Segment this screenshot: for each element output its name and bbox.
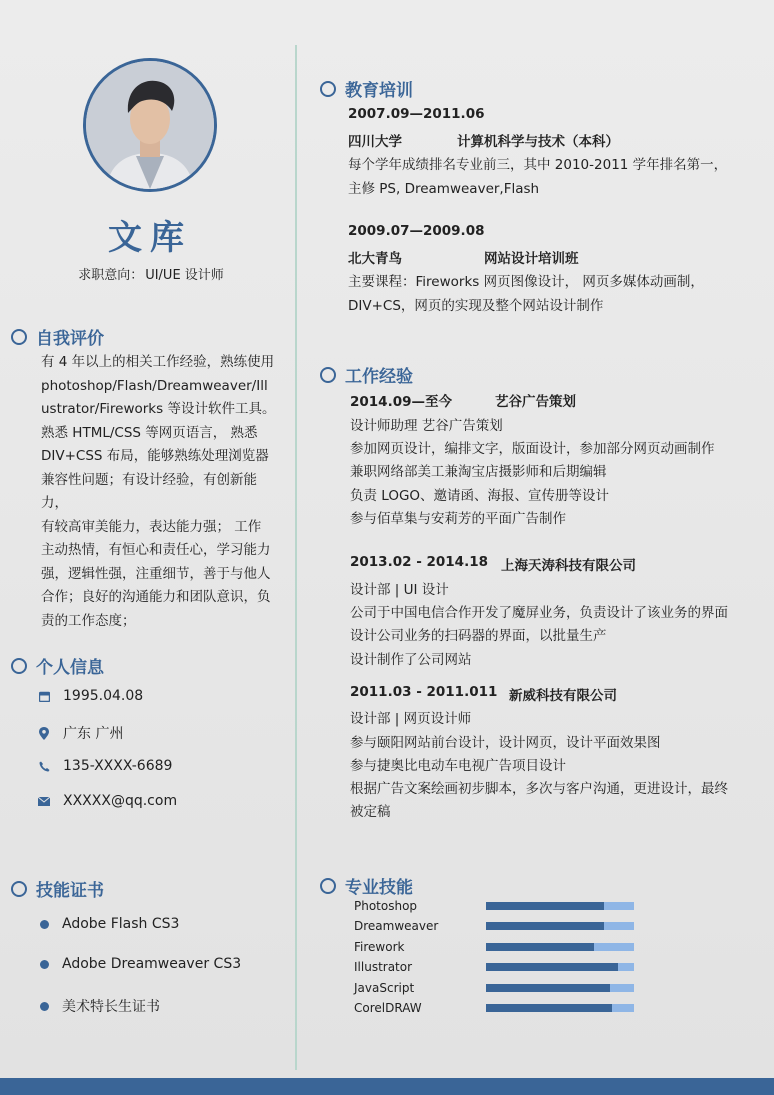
text-line: DIV+CSS 布局，能够熟练处理浏览器 (41, 448, 269, 464)
section-education (320, 76, 413, 101)
work-date: 2011.03 - 2011.011 (350, 684, 498, 700)
skill-name: Illustrator (354, 960, 413, 975)
section-certificates (11, 876, 104, 901)
circle-icon (11, 329, 27, 345)
skill-bar-track (486, 902, 634, 910)
candidate-name: 文库 (108, 218, 192, 258)
circle-icon (11, 881, 27, 897)
skill-bar-fill (486, 943, 594, 951)
edu-desc-line: 主修 PS, Dreamweaver,Flash (348, 181, 540, 197)
skill-bar-track (486, 984, 634, 992)
skill-bar-fill (486, 1004, 612, 1012)
work-company: 上海天涛科技有限公司 (501, 558, 636, 574)
email-value: XXXXX@qq.com (63, 793, 178, 809)
work-line: 被定稿 (350, 804, 391, 820)
calendar-icon (38, 690, 50, 702)
skill-name: Firework (354, 939, 405, 954)
phone-value: 135-XXXX-6689 (63, 758, 173, 774)
bullet-icon (40, 1002, 49, 1011)
section-title: 技能证书 (36, 881, 104, 901)
text-line: 合作；良好的沟通能力和团队意识，负 (41, 589, 271, 605)
text-line: 兼容性问题；有设计经验，有创新能力， (41, 471, 257, 511)
skill-bar-track (486, 963, 634, 971)
location-value: 广东 广州 (63, 726, 124, 742)
section-title: 个人信息 (36, 658, 104, 678)
work-line: 设计部 | 网页设计师 (350, 711, 472, 727)
text-line: 熟悉 HTML/CSS 等网页语言， 熟悉 (41, 424, 258, 441)
cert-label: Adobe Dreamweaver CS3 (62, 956, 242, 972)
edu-date: 2007.09—2011.06 (348, 106, 485, 122)
info-birthday (38, 688, 143, 704)
work-line: 根据广告文案绘画初步脚本，多次与客户沟通，更进设计，最终 (350, 781, 728, 797)
circle-icon (320, 367, 336, 383)
text-line: 有较高审美能力，表达能力强； 工作 (41, 518, 262, 535)
skill-bar-track (486, 943, 634, 951)
self-eval-text (41, 351, 281, 633)
skill-name: Photoshop (354, 899, 418, 913)
section-title: 教育培训 (345, 81, 413, 101)
skill-bar-fill (486, 963, 618, 971)
edu-school: 四川大学 (348, 134, 402, 150)
skill-name: JavaScript (354, 980, 415, 995)
work-line: 兼职网络部美工兼淘宝店摄影师和后期编辑 (350, 464, 607, 480)
work-line: 设计制作了公司网站 (350, 652, 472, 668)
cert-label: Adobe Flash CS3 (62, 916, 180, 932)
info-phone (38, 758, 172, 774)
skill-row (354, 981, 634, 995)
cert-item (40, 956, 241, 972)
section-title: 自我评价 (36, 329, 104, 349)
location-icon (38, 727, 50, 739)
work-line: 设计师助理 艺谷广告策划 (350, 418, 503, 434)
skill-row (354, 940, 634, 954)
edu-desc-line: DIV+CS，网页的实现及整个网站设计制作 (348, 298, 604, 314)
text-line: 主动热情，有恒心和责任心，学习能力 (41, 542, 271, 558)
work-line: 负责 LOGO、邀请函、海报、宣传册等设计 (350, 488, 610, 504)
text-line: 有 4 年以上的相关工作经验，熟练使用 (41, 354, 275, 370)
portrait-icon (86, 61, 214, 189)
work-date: 2014.09—至今 (350, 394, 452, 410)
skill-bar-fill (486, 984, 610, 992)
work-company: 新威科技有限公司 (509, 688, 617, 704)
text-line: 强，逻辑性强，注重细节，善于与他人 (41, 565, 271, 582)
skill-bar-track (486, 1004, 634, 1012)
info-email (38, 793, 177, 809)
work-line: 参与佰草集与安莉芳的平面广告制作 (350, 511, 566, 527)
edu-school: 北大青鸟 (348, 251, 402, 267)
column-divider (295, 45, 297, 1070)
cert-item (40, 916, 179, 932)
avatar (83, 58, 217, 192)
skill-name: Dreamweaver (354, 919, 439, 934)
job-intent-value: UI/UE 设计师 (145, 268, 224, 283)
work-date: 2013.02 - 2014.18 (350, 554, 488, 570)
phone-icon (38, 760, 50, 772)
edu-major: 计算机科学与技术（本科） (457, 134, 619, 150)
work-line: 参与颐阳网站前台设计，设计网页，设计平面效果图 (350, 735, 661, 751)
job-intent (40, 264, 260, 283)
skill-bar-fill (486, 922, 604, 930)
section-title: 专业技能 (345, 878, 413, 898)
work-line: 参加网页设计，编排文字，版面设计，参加部分网页动画制作 (350, 441, 715, 457)
circle-icon (11, 658, 27, 674)
section-title: 工作经验 (345, 367, 413, 387)
edu-major: 网站设计培训班 (484, 251, 579, 267)
bullet-icon (40, 920, 49, 929)
circle-icon (320, 878, 336, 894)
work-line: 设计部 | UI 设计 (350, 582, 449, 598)
section-work (320, 362, 413, 387)
section-personal-info (11, 653, 104, 678)
skill-bar-fill (486, 902, 604, 910)
info-location (38, 723, 123, 743)
birthday-value: 1995.04.08 (63, 688, 144, 704)
cert-label: 美术特长生证书 (62, 999, 160, 1015)
cert-item (40, 996, 160, 1016)
edu-desc-line: 每个学年成绩排名专业前三，其中 2010-2011 学年排名第一， (348, 157, 728, 173)
skill-row (354, 1001, 634, 1015)
work-line: 公司于中国电信合作开发了魔屏业务，负责设计了该业务的界面 (350, 605, 728, 621)
edu-desc-line: 主要课程：Fireworks 网页图像设计， 网页多媒体动画制， (348, 274, 704, 290)
work-line: 参与捷奥比电动车电视广告项目设计 (350, 758, 566, 774)
job-intent-label: 求职意向： (78, 268, 144, 283)
skill-row (354, 960, 634, 974)
skill-bar-track (486, 922, 634, 930)
edu-date: 2009.07—2009.08 (348, 223, 485, 239)
text-line: 责的工作态度； (41, 612, 136, 629)
section-skills (320, 873, 413, 898)
circle-icon (320, 81, 336, 97)
work-company: 艺谷广告策划 (495, 394, 576, 410)
text-line: ustrator/Fireworks 等设计软件工具。 (41, 401, 276, 417)
bottom-bar (0, 1078, 774, 1095)
skill-name: CorelDRAW (354, 1001, 422, 1015)
skill-row (354, 919, 634, 933)
bullet-icon (40, 960, 49, 969)
mail-icon (38, 795, 50, 807)
text-line: photoshop/Flash/Dreamweaver/Ill (41, 377, 268, 394)
section-self-eval (11, 324, 104, 349)
work-line: 设计公司业务的扫码器的界面，以批量生产 (350, 628, 607, 644)
skill-row (354, 899, 634, 913)
